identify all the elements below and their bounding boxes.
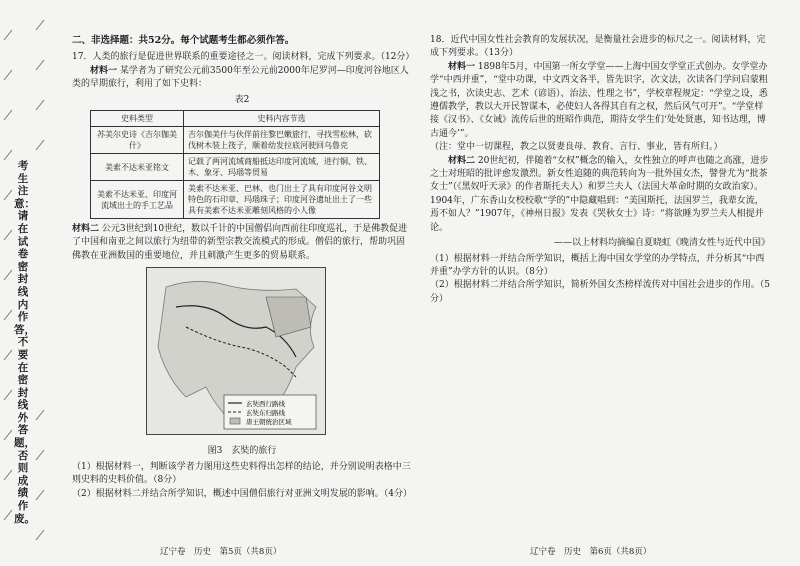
right-page [430, 34, 770, 306]
q18-sub-2: （2）根据材料二并结合所学知识，简析外国女杰榜样流传对中国社会进步的作用。（5分） [430, 280, 770, 304]
material-text: 1898年5月，中国第一所女学堂——上海中国女学堂正式创办。女学堂办学“中西并重”，“堂中功课，中文西文各半，皆先识字，次文法，次读各门学问启蒙粗浅之书，次读史志、艺术（谚语）、治法、性理之书”，学校章程规定：“学堂之设，悉遵儒教学，教以大开民智谋本，必使妇人各得其自有之权，然后风气可开”。“学堂样接《汉书》、《女诫》流传后世的班昭作典范，期待女学生们‘处处贤惠，知书达理，博古通今’”。 [430, 61, 768, 139]
material-text: 某学者为了研究公元前3500年至公元前2000年尼罗河—印度河谷地区人类的早期旅行，利用了如下史料： [72, 65, 409, 90]
q18-material-2 [430, 155, 770, 235]
material-text: 公元3世纪到10世纪，数以千计的中国僧侣向西前往印度巡礼，于是佛教促进了中国和南亚之间以旅行为纽带的新型宗教交流模式的形成。僧侣的旅行，帮助巩固佛教在亚洲数国的重要地位，并且刺激产生更多的贸易联系。 [72, 224, 408, 261]
q18-sub-1: （1）根据材料一并结合所学知识，概括上海中国女学堂的办学特点，并分析其“中西并重”办学方针的认识。（8分） [430, 253, 765, 277]
table-header: 史料内容节选 [184, 111, 380, 127]
q17-sub-2: （2）根据材料二并结合所学知识，概述中国僧侣旅行对亚洲文明发展的影响。（4分） [72, 488, 412, 499]
table-cell: 记载了两河流域商船抵达印度河流域，进行铜、铁、木、象牙、玛瑙等贸易 [184, 154, 380, 181]
left-page [72, 34, 415, 501]
q17-stem: 17．人类的旅行是促进世界联系的重要途径之一。阅读材料，完成下列要求。（12分） [72, 52, 415, 63]
q17-sub-1: （1）根据材料一，判断该学者力图用这些史料得出怎样的结论，并分别说明表格中三则史料的史料价值。（8分） [72, 462, 411, 486]
map-legend-item: 玄奘东归路线 [246, 409, 285, 418]
page-footer-right: 辽宁卷 历史 第6页（共8页） [530, 547, 652, 557]
source-table [90, 110, 380, 219]
q17-material-1 [72, 65, 412, 92]
table-caption: 表2 [234, 94, 250, 105]
xuanzang-route-map [146, 267, 326, 435]
material-label: 材料一 [448, 61, 476, 72]
material-label: 材料一 [90, 65, 118, 76]
page-footer-left: 辽宁卷 历史 第5页（共8页） [160, 547, 282, 557]
map-legend-item: 玄奘西行路线 [246, 400, 285, 409]
table-cell: 美索不达米亚、印度河流域出土的手工艺品 [91, 181, 184, 219]
candidate-notice: 考生注意：请在试卷密封线内作答，不要在密封线外答题，否则成绩作废。 [14, 160, 35, 525]
table-row [91, 154, 380, 181]
q17-material-2 [72, 223, 412, 263]
q18-note: （注：堂中一切课程，教之以贤妻良母、教育、言行、事业，皆有所归。） [430, 142, 723, 153]
table-header-row [91, 111, 380, 127]
binding-margin [0, 0, 50, 566]
q18-material-1 [430, 61, 770, 141]
table-cell: 吉尔伽美什与伙伴前往黎巴嫩旅行，寻找雪松林，砍伐树木装上筏子，顺着幼发拉底河驶回乌鲁克 [184, 127, 380, 154]
table-cell: 美索不达米亚、巴林、也门出土了具有印度河谷文明特色的石印章、玛瑙珠子；印度河谷遗址出土了一些具有美索不达米亚雕刻风格的小人像 [184, 181, 380, 219]
table-cell: 苏美尔史诗《吉尔伽美什》 [91, 127, 184, 154]
map-legend-item: 唐王朝统治区域 [246, 418, 292, 427]
table-header: 史料类型 [91, 111, 184, 127]
table-cell: 美索不达米亚铭文 [91, 154, 184, 181]
material-text: 20世纪初，伴随着“女权”概念的输入，女性独立的呼声也随之高涨，进步之士对班昭的批评愈发激烈。新女性追随的典范转向为一批外国女杰，譬誉尤为“批茶女士”（《黑奴吁天录》的作者斯托夫人）和罗兰夫人（法国大革命时期的女政治家）。1904年，广东香山女校校歌“学的”中隐藏唱到：“美国斯托，法国罗兰，我辈女流，焉不如人？”1907年，《神州日报》发表《哭秋女士》诗：“将欲睡为罗兰夫人相提并论。 [430, 155, 769, 233]
material-label: 材料二 [448, 155, 476, 166]
table-row [91, 127, 380, 154]
material-label: 材料二 [72, 224, 100, 235]
figure-caption: 图3 玄奘的旅行 [207, 445, 277, 456]
q18-stem: 18．近代中国女性社会教育的发展状况，是衡量社会进步的标尺之一。阅读材料，完成下列要求。（13分） [430, 35, 766, 59]
section-title: 二、非选择题：共52分。每个试题考生都必须作答。 [72, 35, 295, 46]
source-citation: ——以上材料均摘编自夏晓虹《晚清女性与近代中国》 [553, 238, 770, 249]
table-row [91, 181, 380, 219]
